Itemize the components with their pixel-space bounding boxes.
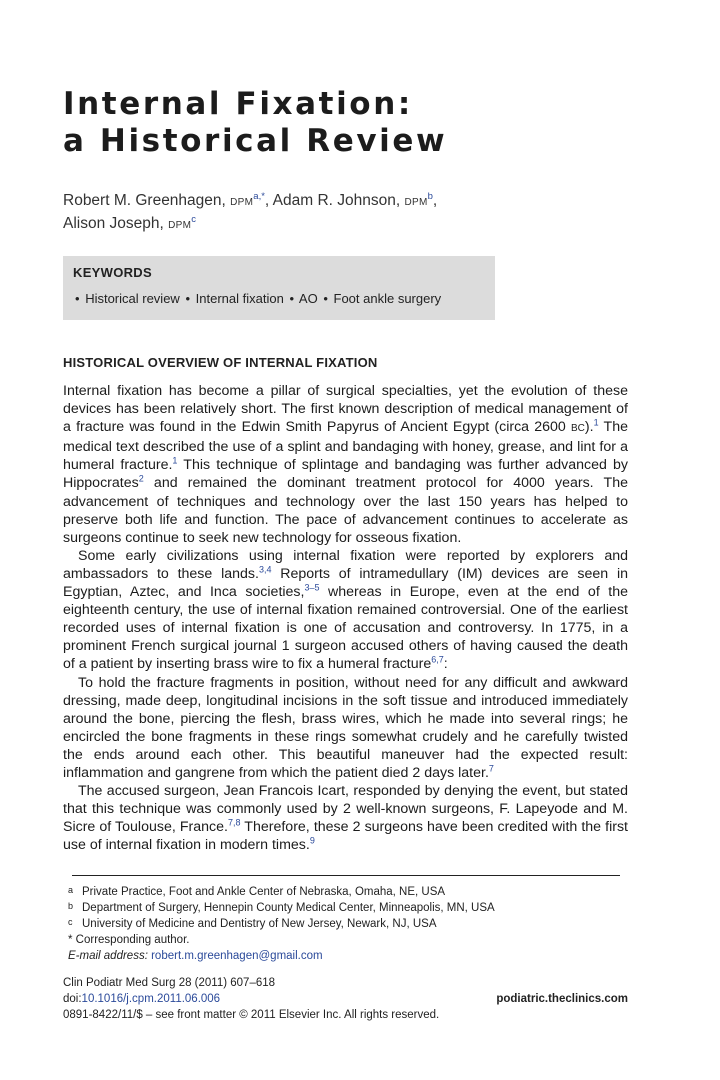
keyword-item: Historical review: [85, 291, 180, 306]
copyright-notice: 0891-8422/11/$ – see front matter © 2011 Elsevier Inc. All rights reserved.: [63, 1009, 440, 1021]
affiliation-mark: b: [68, 901, 74, 911]
author-1-degree: DPM: [230, 197, 254, 208]
keyword-bullet: •: [323, 291, 328, 306]
citation-link[interactable]: 3,4: [258, 564, 272, 575]
text-run: This technique of splintage and bandaging was further advanced by Hippocrates: [63, 457, 628, 492]
article-title: [63, 86, 447, 160]
keywords-heading: KEYWORDS: [73, 265, 152, 280]
keyword-item: AO: [298, 291, 318, 306]
author-line-2: [63, 213, 603, 236]
author-3-name: Alison Joseph,: [63, 215, 169, 232]
email-line: [68, 948, 628, 964]
text-run: To hold the fracture fragments in position, without need for any difficult and awkward dressing, made deep, longitudinal incisions in the soft tissue and introduced immediately around the bone, piercing the flesh, brass wires, which he made into several rings; he encircled the bone fragments in these rings somewhat crudely and he carefully twisted the ends around each other. This beautiful maneuver had the expected result: inflammation and gangrene from which the patient died 2 days later.: [63, 674, 628, 781]
text-run: The medical text described the use of a splint and bandaging with honey, grease, and lint for a humeral fracture.: [63, 419, 628, 474]
citation-link[interactable]: 1: [172, 455, 178, 466]
author-3-degree: DPM: [168, 220, 192, 231]
text-run: Therefore, these 2 surgeons have been credited with the first use of internal fixation in modern times.: [63, 819, 628, 854]
author-3-affiliation-link[interactable]: c: [191, 213, 196, 225]
citation-link[interactable]: 6,7: [431, 654, 444, 665]
text-run: Reports of intramedullary (IM) devices are seen in Egyptian, Aztec, and Inca societies,: [63, 565, 628, 601]
article-body: [63, 382, 628, 854]
citation-link[interactable]: 3–5: [304, 582, 320, 593]
title-line-1: Internal Fixation:: [63, 86, 413, 122]
keyword-item: Internal fixation: [195, 291, 284, 306]
author-list: [63, 190, 603, 236]
author-2-affiliation-link[interactable]: b: [427, 190, 433, 202]
keywords-list: [73, 290, 485, 308]
text-run: ).: [584, 419, 594, 436]
paragraph-1: [63, 382, 628, 547]
citation-link[interactable]: 1: [593, 417, 599, 428]
keyword-bullet: •: [289, 291, 294, 306]
text-run: and remained the dominant treatment protocol for 4000 years. The advancement of techniques and technology over the last 150 years has helped to preserve both life and function. The pace of advancement continues to accelerate as surgeons continue to seek new technology for osseous fixation.: [63, 475, 628, 546]
author-1-name: Robert M. Greenhagen,: [63, 192, 231, 209]
author-2-name: , Adam R. Johnson,: [264, 192, 405, 209]
section-heading: HISTORICAL OVERVIEW OF INTERNAL FIXATION: [63, 355, 378, 370]
author-line-1: [63, 190, 603, 213]
doi-link[interactable]: 10.1016/j.cpm.2011.06.006: [81, 993, 221, 1005]
text-run: whereas in Europe, even at the end of the eighteenth century, the use of internal fixation remained controversial. One of the earliest recorded uses of internal fixation is one of accusation and controversy. In 1775, in a prominent French surgical journal 1 surgeon accused others of having caused the death of a patient by inserting brass wire to fix a humeral fracture: [63, 584, 628, 673]
affiliation-text: Department of Surgery, Hennepin County Medical Center, Minneapolis, MN, USA: [82, 902, 495, 914]
keyword-bullet: •: [75, 291, 80, 306]
doi-row: [63, 991, 628, 1007]
journal-site-link[interactable]: podiatric.theclinics.com: [496, 993, 628, 1005]
citation-link[interactable]: 7: [488, 763, 494, 774]
keyword-item: Foot ankle surgery: [333, 291, 442, 306]
email-link[interactable]: robert.m.greenhagen@gmail.com: [151, 950, 323, 962]
paragraph-3-quote: [63, 674, 628, 783]
affiliation-a: [68, 884, 628, 900]
author-1-affiliation-link[interactable]: a,*: [253, 190, 265, 202]
affiliation-b: [68, 900, 628, 916]
footnotes: [68, 884, 628, 964]
text-run: Internal fixation has become a pillar of surgical specialties, yet the evolution of these devices has been relatively short. The first known description of medical management of a fracture was found in the Edwin Smith Papyrus of Ancient Egypt (circa 2600: [63, 383, 628, 436]
doi-prefix: doi:: [63, 993, 82, 1005]
affiliation-text: University of Medicine and Dentistry of New Jersey, Newark, NJ, USA: [82, 918, 437, 930]
footnote-divider: [72, 875, 620, 876]
affiliation-mark: c: [68, 917, 73, 927]
citation-link[interactable]: 2: [138, 473, 144, 484]
keywords-box: [63, 256, 495, 320]
era-abbrev: BC: [571, 423, 585, 435]
affiliation-c: [68, 916, 628, 932]
corresponding-author: * Corresponding author.: [68, 934, 190, 946]
text-run: :: [443, 656, 448, 673]
keyword-bullet: •: [185, 291, 191, 306]
affiliation-mark: a: [68, 885, 74, 895]
paragraph-2: [63, 547, 628, 674]
email-label: E-mail address:: [68, 950, 148, 962]
paragraph-4: [63, 782, 628, 854]
title-line-2: a Historical Review: [63, 123, 448, 159]
citation-link[interactable]: 9: [309, 835, 315, 846]
author-2-degree: DPM: [404, 197, 428, 208]
text-run: The accused surgeon, Jean Francois Icart, responded by denying the event, but stated that this technique was commonly used by 2 well-known surgeons, F. Lapeyode and M. Sicre of Toulouse, France.: [63, 783, 628, 836]
author-separator: ,: [432, 192, 438, 209]
citation-link[interactable]: 7,8: [227, 817, 241, 828]
text-run: Some early civilizations using internal fixation were reported by explorers and ambassadors to these lands.: [63, 547, 628, 582]
journal-info: [63, 975, 628, 1023]
affiliation-text: Private Practice, Foot and Ankle Center of Nebraska, Omaha, NE, USA: [82, 886, 446, 898]
journal-citation: Clin Podiatr Med Surg 28 (2011) 607–618: [63, 977, 276, 989]
